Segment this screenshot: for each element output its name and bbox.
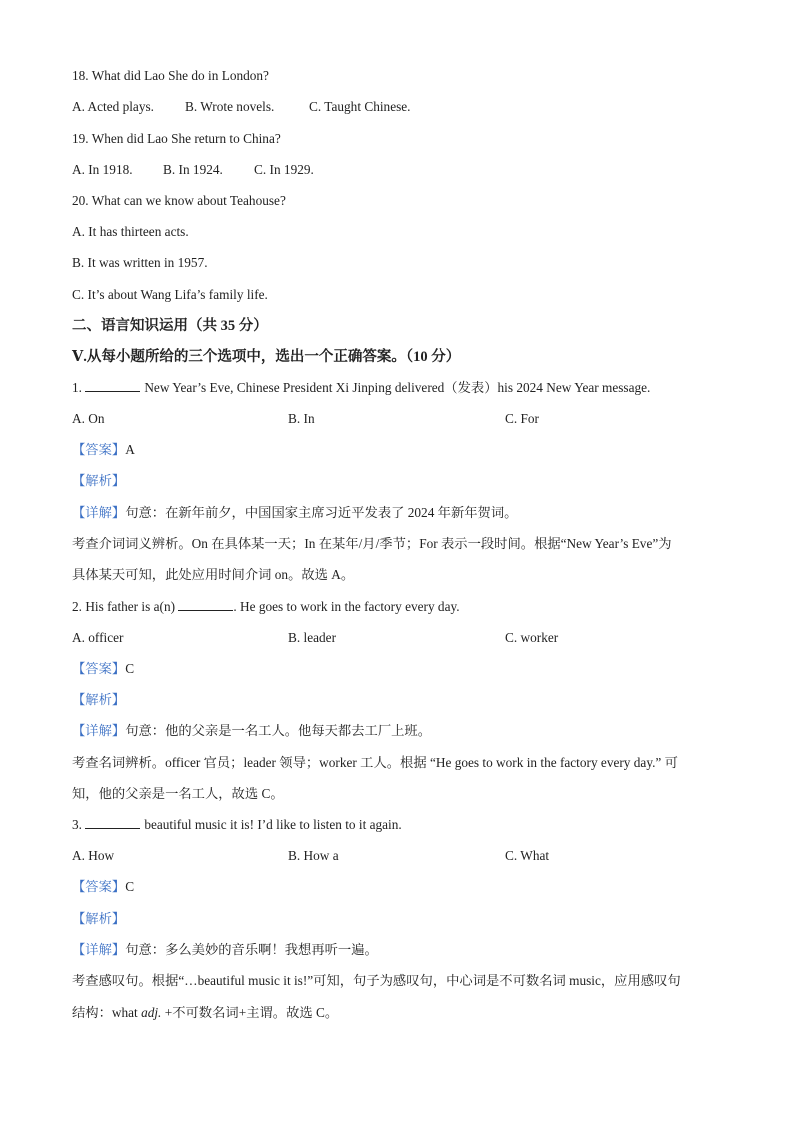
detail-label: 【详解】 — [72, 723, 126, 738]
question-3-options — [72, 847, 549, 865]
question-1-options — [72, 410, 539, 428]
question-20-option-b: B. It was written in 1957. — [72, 255, 208, 270]
question-number: 1. — [72, 380, 82, 395]
detail-label: 【详解】 — [72, 942, 126, 957]
section-title: 二、语言知识运用（共 35 分） — [72, 318, 268, 334]
detail-text: 句意：多么美妙的音乐啊！我想再听一遍。 — [125, 942, 378, 957]
answer-label: 【答案】 — [72, 442, 126, 457]
question-2-stem — [72, 598, 460, 616]
option-a: A. In 1918. — [72, 162, 133, 177]
detail-text: 句意：在新年前夕，中国国家主席习近平发表了 2024 年新年贺词。 — [125, 505, 518, 520]
answer-blank — [85, 379, 140, 392]
answer-value: A — [125, 442, 135, 457]
explanation-italic: adj. — [141, 1005, 162, 1020]
detail-text: 句意：他的父亲是一名工人。他每天都去工厂上班。 — [125, 723, 432, 738]
section-subtitle: Ⅴ.从每小题所给的三个选项中，选出一个正确答案。（10 分） — [72, 349, 461, 365]
question-20-stem: 20. What can we know about Teahouse? — [72, 193, 286, 208]
answer-value: C — [125, 661, 135, 676]
question-19-stem: 19. When did Lao She return to China? — [72, 131, 281, 146]
option-a: A. Acted plays. — [72, 99, 154, 114]
question-text: beautiful music it is! I’d like to listen to it again. — [144, 817, 402, 832]
explanation-line-1: 考查介词词义辨析。On 在具体某一天；In 在某年/月/季节；For 表示一段时间。根据“New Year’s Eve”为 — [72, 536, 672, 551]
answer-blank — [85, 816, 140, 829]
option-c: C. In 1929. — [254, 162, 314, 177]
analysis-label: 【解析】 — [72, 473, 126, 488]
question-text-after: . He goes to work in the factory every day. — [233, 599, 460, 614]
question-20-option-a: A. It has thirteen acts. — [72, 224, 189, 239]
option-c: C. For — [505, 411, 539, 426]
question-18-stem: 18. What did Lao She do in London? — [72, 68, 269, 83]
question-text-before: His father is a(n) — [85, 599, 176, 614]
question-number: 2. — [72, 599, 82, 614]
detail-line — [72, 941, 378, 959]
answer-label: 【答案】 — [72, 879, 126, 894]
explanation-line-1: 考查名词辨析。officer 官员；leader 领导；worker 工人。根据 “He goes to work in the factory every day.” 可 — [72, 755, 678, 770]
answer-label: 【答案】 — [72, 661, 126, 676]
question-3-stem — [72, 816, 402, 834]
option-c: C. Taught Chinese. — [309, 99, 411, 114]
detail-label: 【详解】 — [72, 505, 126, 520]
analysis-label: 【解析】 — [72, 911, 126, 926]
option-b: B. leader — [288, 630, 336, 645]
answer-line — [72, 660, 134, 678]
analysis-label: 【解析】 — [72, 692, 126, 707]
option-c: C. What — [505, 848, 550, 863]
explanation-text: +不可数名词+主谓。故选 C。 — [161, 1005, 339, 1020]
explanation-line-1: 考查感叹句。根据“…beautiful music it is!”可知，句子为感叹句，中心词是不可数名词 music，应用感叹句 — [72, 973, 681, 988]
question-number: 3. — [72, 817, 82, 832]
question-2-options — [72, 629, 558, 647]
detail-line — [72, 722, 431, 740]
option-a: A. How — [72, 848, 115, 863]
option-c: C. worker — [505, 630, 559, 645]
option-b: B. In — [288, 411, 315, 426]
question-18-options — [72, 98, 411, 116]
question-text: New Year’s Eve, Chinese President Xi Jinping delivered（发表）his 2024 New Year message. — [144, 380, 651, 395]
answer-line — [72, 441, 135, 459]
explanation-line-2: 具体某天可知，此处应用时间介词 on。故选 A。 — [72, 567, 355, 582]
option-b: B. How a — [288, 848, 339, 863]
option-b: B. Wrote novels. — [185, 99, 275, 114]
question-19-options — [72, 161, 314, 179]
answer-blank — [178, 598, 233, 611]
option-a: A. officer — [72, 630, 124, 645]
option-a: A. On — [72, 411, 105, 426]
detail-line — [72, 504, 517, 522]
question-1-stem — [72, 379, 650, 397]
explanation-line-2: 知，他的父亲是一名工人，故选 C。 — [72, 786, 284, 801]
explanation-text: 结构：what — [72, 1005, 142, 1020]
question-20-option-c: C. It’s about Wang Lifa’s family life. — [72, 287, 268, 302]
answer-value: C — [125, 879, 135, 894]
explanation-line-2 — [72, 1004, 338, 1022]
option-b: B. In 1924. — [163, 162, 223, 177]
answer-line — [72, 878, 134, 896]
